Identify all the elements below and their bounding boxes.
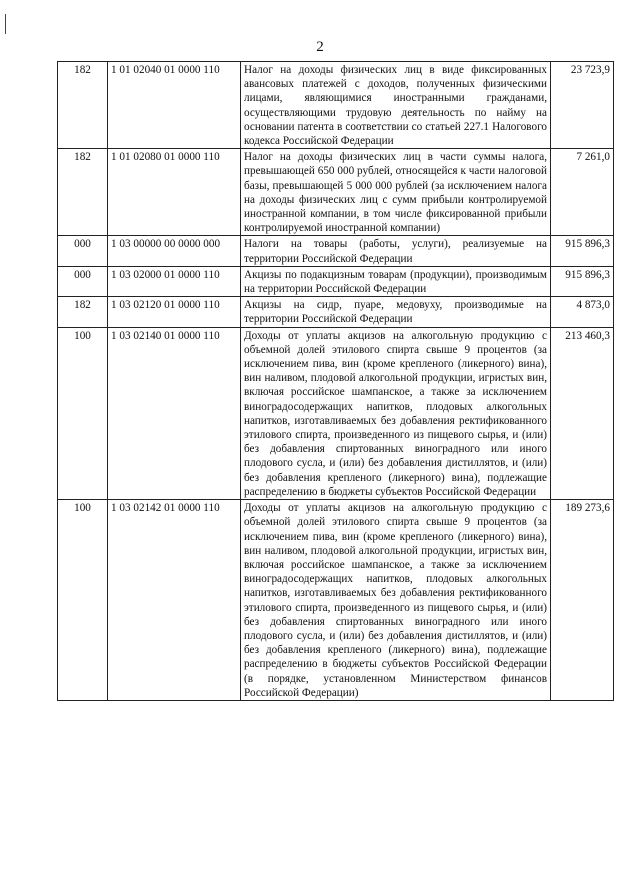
- amount-cell: 915 896,3: [551, 236, 614, 266]
- admin-code-cell: 000: [58, 236, 108, 266]
- budget-code-cell: 1 03 02140 01 0000 110: [108, 327, 241, 499]
- table-row: [58, 500, 614, 701]
- table-row: [58, 327, 614, 499]
- budget-code-cell: 1 03 02120 01 0000 110: [108, 297, 241, 327]
- amount-cell: 7 261,0: [551, 149, 614, 236]
- revenue-name-cell: Доходы от уплаты акцизов на алкогольную продукцию с объемной долей этилового спирта свыше 9 процентов (за исключением пива, вин (кроме крепленого (ликерного) вина), вин наливом, плодовой алкогольной продукции, игристых вин, включая российское шампанское, а также за исключением виноградосодержащих напитков, плодовых алкогольных напитков, изготавливаемых без добавления ректификованного этилового спирта, произведенного из пищевого сырья, и (или) без добавления спиртованных виноградного или иного плодового сусла, и (или) без добавления дистиллятов, и (или) без добавления крепленого (ликерного) вина), подлежащие распределению в бюджеты субъектов Российской Федерации (в порядке, установленном Министерством финансов Российской Федерации): [241, 500, 551, 701]
- revenue-name-cell: Акцизы по подакцизным товарам (продукции), производимым на территории Российской Федерации: [241, 266, 551, 296]
- amount-cell: 915 896,3: [551, 266, 614, 296]
- table-row: [58, 297, 614, 327]
- table-row: [58, 62, 614, 149]
- table-row: [58, 149, 614, 236]
- budget-code-cell: 1 03 02000 01 0000 110: [108, 266, 241, 296]
- admin-code-cell: 100: [58, 327, 108, 499]
- revenue-name-cell: Доходы от уплаты акцизов на алкогольную продукцию с объемной долей этилового спирта свыше 9 процентов (за исключением пива, вин (кроме крепленого (ликерного) вина), вин наливом, плодовой алкогольной продукции, игристых вин, включая российское шампанское, а также за исключением виноградосодержащих напитков, плодовых алкогольных напитков, изготавливаемых без добавления ректификованного этилового спирта, произведенного из пищевого сырья, и (или) без добавления спиртованных виноградного или иного плодового сусла, и (или) без добавления дистиллятов, и (или) без добавления крепленого (ликерного) вина), подлежащие распределению в бюджеты субъектов Российской Федерации: [241, 327, 551, 499]
- amount-cell: 189 273,6: [551, 500, 614, 701]
- revenue-name-cell: Налог на доходы физических лиц в части суммы налога, превышающей 650 000 рублей, относящейся к части налоговой базы, превышающей 5 000 000 рублей (за исключением налога на доходы физических лиц с сумм прибыли контролируемой иностранной компании, в том числе фиксированной прибыли контролируемой иностранной компании): [241, 149, 551, 236]
- amount-cell: 213 460,3: [551, 327, 614, 499]
- revenue-name-cell: Налог на доходы физических лиц в виде фиксированных авансовых платежей с доходов, полученных физическими лицами, являющимися иностранными гражданами, осуществляющими трудовую деятельность по найму на основании патента в соответствии со статьей 227.1 Налогового кодекса Российской Федерации: [241, 62, 551, 149]
- table-row: [58, 266, 614, 296]
- budget-code-cell: 1 03 00000 00 0000 000: [108, 236, 241, 266]
- revenue-table: [57, 61, 614, 701]
- revenue-name-cell: Налоги на товары (работы, услуги), реализуемые на территории Российской Федерации: [241, 236, 551, 266]
- admin-code-cell: 182: [58, 62, 108, 149]
- budget-code-cell: 1 03 02142 01 0000 110: [108, 500, 241, 701]
- table-row: [58, 236, 614, 266]
- admin-code-cell: 182: [58, 149, 108, 236]
- admin-code-cell: 000: [58, 266, 108, 296]
- admin-code-cell: 182: [58, 297, 108, 327]
- revenue-name-cell: Акцизы на сидр, пуаре, медовуху, производимые на территории Российской Федерации: [241, 297, 551, 327]
- amount-cell: 23 723,9: [551, 62, 614, 149]
- page-number: 2: [316, 39, 324, 55]
- admin-code-cell: 100: [58, 500, 108, 701]
- scan-margin-mark: [5, 14, 6, 34]
- budget-code-cell: 1 01 02080 01 0000 110: [108, 149, 241, 236]
- amount-cell: 4 873,0: [551, 297, 614, 327]
- budget-code-cell: 1 01 02040 01 0000 110: [108, 62, 241, 149]
